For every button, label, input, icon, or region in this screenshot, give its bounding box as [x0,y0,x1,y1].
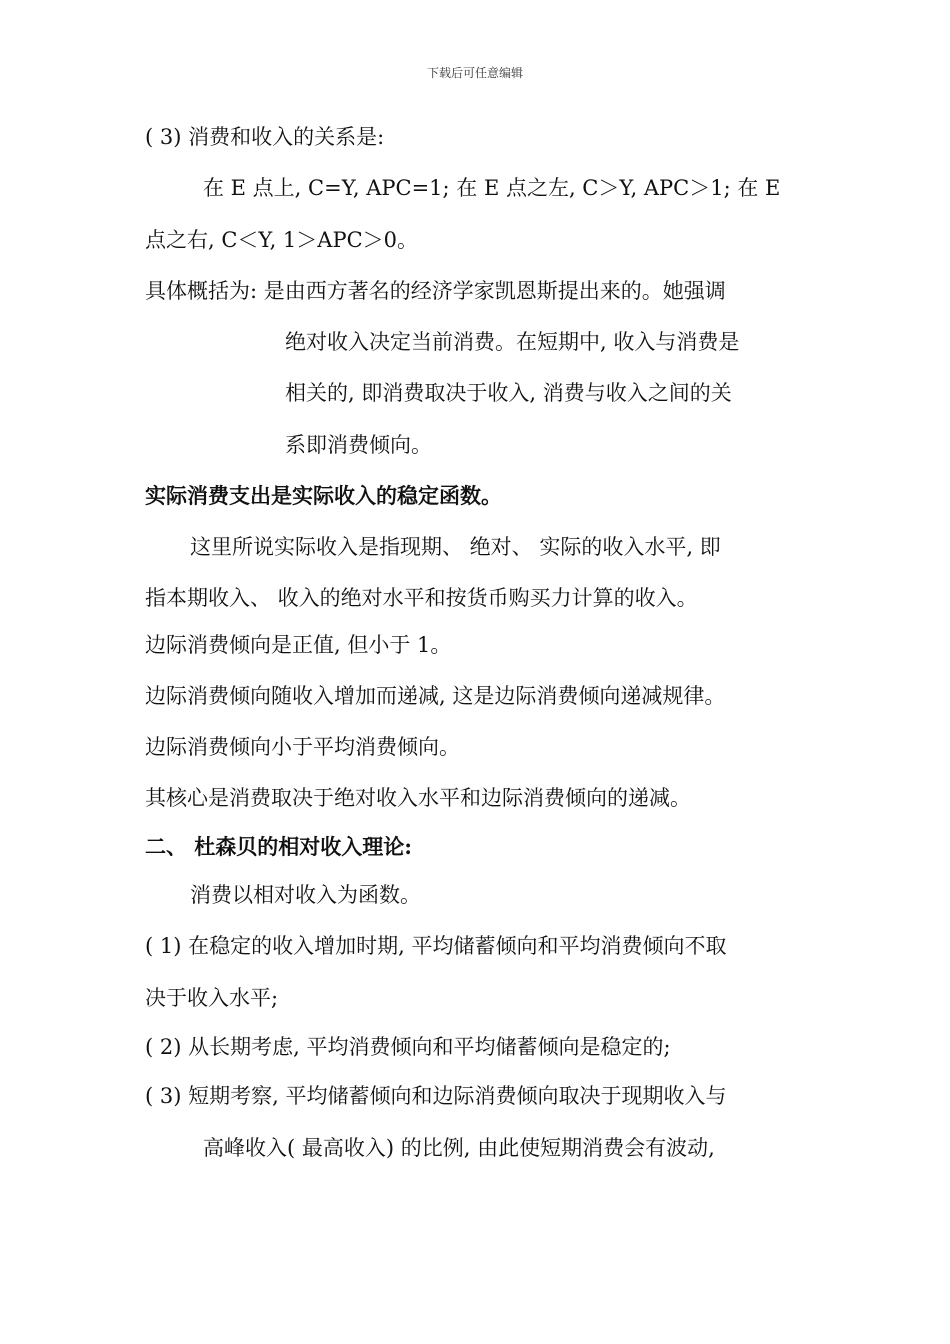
paragraph-line: 消费以相对收入为函数。 [190,883,421,907]
paragraph-line: 点之右, C＜Y, 1＞APC＞0。 [145,228,419,252]
paragraph-line: ( 3) 短期考察, 平均储蓄倾向和边际消费倾向取决于现期收入与 [145,1084,727,1108]
paragraph-line: 相关的, 即消费取决于收入, 消费与收入之间的关 [285,381,732,405]
paragraph-line: ( 1) 在稳定的收入增加时期, 平均储蓄倾向和平均消费倾向不取 [145,934,727,958]
paragraph-line: ( 2) 从长期考虑, 平均消费倾向和平均储蓄倾向是稳定的; [145,1035,671,1059]
section-heading: 二、 杜森贝的相对收入理论: [145,834,413,859]
paragraph-line: 边际消费倾向小于平均消费倾向。 [145,735,460,759]
paragraph-line: 这里所说实际收入是指现期、 绝对、 实际的收入水平, 即 [190,535,721,559]
bold-statement: 实际消费支出是实际收入的稳定函数。 [145,483,502,508]
paragraph-line: 边际消费倾向是正值, 但小于 1。 [145,633,452,657]
paragraph-line: 决于收入水平; [145,986,279,1010]
paragraph-line: 绝对收入决定当前消费。在短期中, 收入与消费是 [285,330,740,354]
paragraph-line: 在 E 点上, C=Y, APC=1; 在 E 点之左, C＞Y, APC＞1; 在 E [203,176,781,200]
paragraph-line: 系即消费倾向。 [285,433,432,457]
paragraph-line: 具体概括为: 是由西方著名的经济学家凯恩斯提出来的。她强调 [145,279,726,303]
paragraph-line: 其核心是消费取决于绝对收入水平和边际消费倾向的递减。 [145,786,691,810]
paragraph-line: 指本期收入、 收入的绝对水平和按货币购买力计算的收入。 [145,586,698,610]
paragraph-line: 边际消费倾向随收入增加而递减, 这是边际消费倾向递减规律。 [145,684,726,708]
paragraph-line: 高峰收入( 最高收入) 的比例, 由此使短期消费会有波动, [203,1136,715,1160]
page-header: 下载后可任意编辑 [426,66,523,80]
paragraph-line: ( 3) 消费和收入的关系是: [145,125,385,149]
